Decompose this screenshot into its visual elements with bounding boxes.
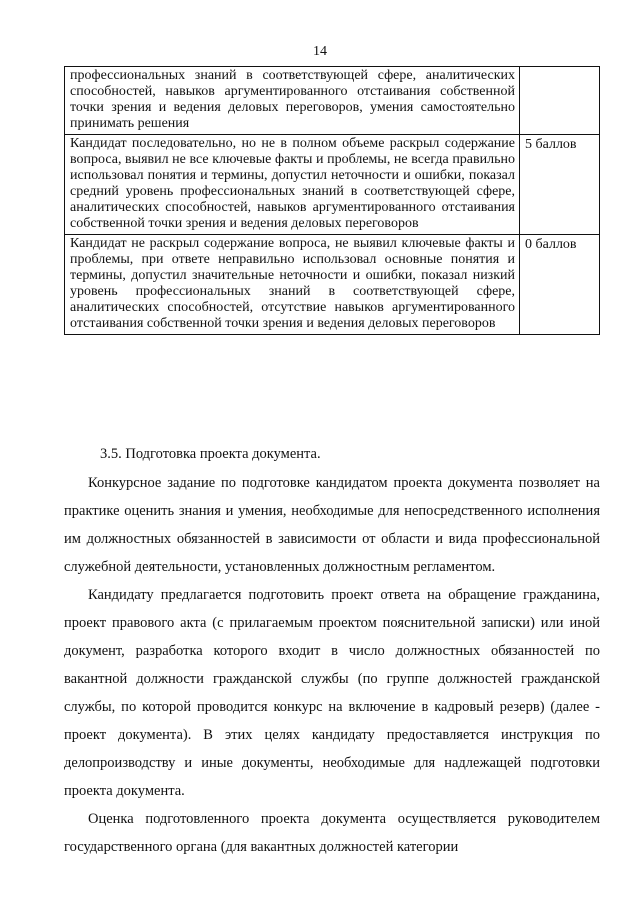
criteria-score: [520, 67, 600, 135]
criteria-description: Кандидат последовательно, но не в полном объеме раскрыл содержание вопроса, выявил не все ключевые факты и проблемы, не всегда правильно использовал понятия и термины, допустил неточности и ошибки, показал средний уровень профессиональных знаний в соответствующей сфере, аналитических способностей, навыков аргументированного отстаивания собственной точки зрения и ведения деловых переговоров: [65, 135, 520, 235]
evaluation-criteria-table: [64, 66, 600, 335]
paragraph: Конкурсное задание по подготовке кандидатом проекта документа позволяет на практике оценить знания и умения, необходимые для непосредственного исполнения им должностных обязанностей в зависимости от области и вида профессиональной служебной деятельности, установленных должностным регламентом.: [64, 475, 600, 575]
criteria-score: 5 баллов: [520, 135, 600, 235]
paragraph: Кандидату предлагается подготовить проект ответа на обращение гражданина, проект правового акта (с прилагаемым проектом пояснительной записки) или иной документ, разработка которого входит в число должностных обязанностей по вакантной должности гражданской службы (по группе должностей гражданской службы, по которой проводится конкурс на включение в кадровый резерв) (далее - проект документа). В этих целях кандидату предоставляется инструкция по делопроизводству и иные документы, необходимые для надлежащей подготовки проекта документа.: [64, 587, 600, 799]
table-row: [65, 135, 600, 235]
criteria-description: профессиональных знаний в соответствующей сфере, аналитических способностей, навыков аргументированного отстаивания собственной точки зрения и ведения деловых переговоров, умения самостоятельно принимать решения: [65, 67, 520, 135]
section-heading: 3.5. Подготовка проекта документа.: [100, 446, 321, 462]
section-body: [64, 440, 600, 861]
table-row: [65, 67, 600, 135]
page-number: 14: [313, 44, 327, 59]
paragraph: Оценка подготовленного проекта документа осуществляется руководителем государственного органа (для вакантных должностей категории: [64, 811, 600, 855]
criteria-score: 0 баллов: [520, 235, 600, 335]
criteria-description: Кандидат не раскрыл содержание вопроса, не выявил ключевые факты и проблемы, при ответе неправильно использовал основные понятия и термины, допустил значительные неточности и ошибки, показал низкий уровень профессиональных знаний в соответствующей сфере, аналитических способностей, отсутствие навыков аргументированного отстаивания собственной точки зрения и ведения деловых переговоров: [65, 235, 520, 335]
table-row: [65, 235, 600, 335]
